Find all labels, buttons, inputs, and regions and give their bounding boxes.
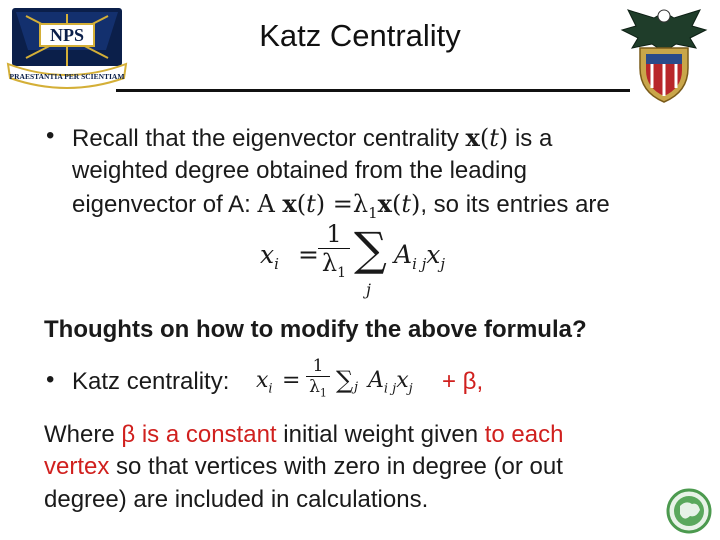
beta-explanation [44,419,704,516]
katz-plus-beta: + β, [442,368,484,395]
eigenvector-formula: $x_i$ = $\frac{1}{\lambda_1}$ ∑ j $A_{i j}x_j$ [260,220,446,299]
paragraph-line-3: degree) are included in calculations. [44,485,429,513]
svg-text:NPS: NPS [49,25,85,45]
paragraph-line-1: Where β is a constant initial weight given to each [44,421,564,448]
bullet-1-line-1: Recall that the eigenvector centrality x(t) is a [72,123,553,152]
katz-formula: $x_i$ = $\frac{1}{\lambda_1}$ ∑ j $A_{i j}x_j$ [256,356,413,400]
bullet-1-line-3: eigenvector of A: A $x(t) =\lambda_1x(t)$, so its entries are [72,188,610,222]
paragraph-line-2: vertex so that vertices with zero in degree (or out [44,453,563,481]
title-underline [116,89,630,92]
thoughts-heading: Thoughts on how to modify the above formula? [44,316,587,343]
katz-label: Katz centrality: [72,368,230,395]
globe-icon[interactable] [666,488,712,534]
slide-title: Katz Centrality [259,18,461,53]
svg-text:PRAESTANTIA PER SCIENTIAM: PRAESTANTIA PER SCIENTIAM [9,72,125,81]
bullet-dot-1: • [46,122,55,149]
west-point-crest-logo [618,4,710,104]
eigen-equation: A $x(t) =\lambda_1x(t)$ [257,188,421,222]
bullet-dot-2: • [46,366,55,393]
bullet-1-text [72,122,712,223]
bullet-1-line-2: weighted degree obtained from the leading [72,157,527,185]
